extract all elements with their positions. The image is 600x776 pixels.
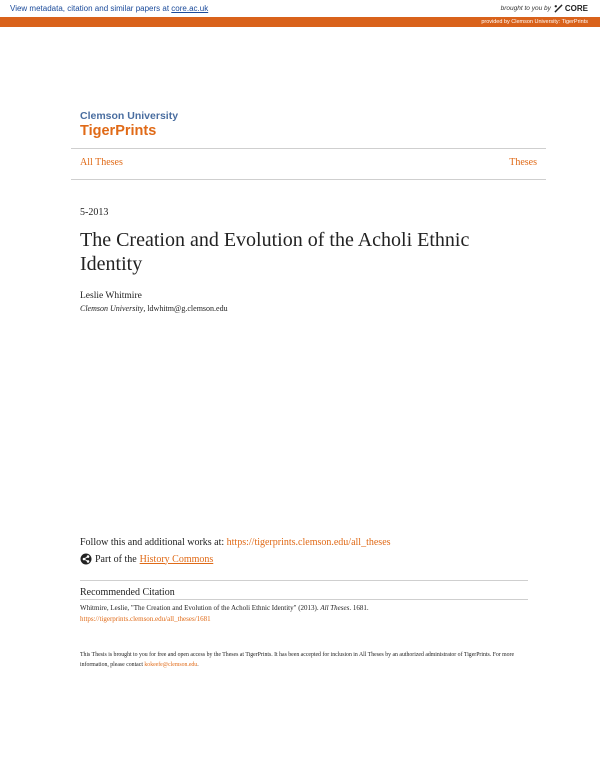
contact-email-link[interactable]: kokeefe@clemson.edu xyxy=(144,662,198,668)
document-title: The Creation and Evolution of the Acholi Ethnic Identity xyxy=(80,229,470,275)
provided-by-bar xyxy=(0,17,600,27)
affiliation-name: Clemson University xyxy=(80,304,144,313)
recommended-citation-heading: Recommended Citation xyxy=(80,587,175,598)
brought-by-label: brought to you by xyxy=(500,5,551,12)
citation-url-link[interactable]: https://tigerprints.clemson.edu/all_theses/1681 xyxy=(80,615,211,623)
university-name: Clemson University xyxy=(80,110,179,122)
core-top-bar xyxy=(0,0,600,17)
core-metadata-text xyxy=(0,4,208,13)
core-logo[interactable] xyxy=(554,4,588,13)
citation-series: All Theses xyxy=(320,604,350,612)
core-metadata-label: View metadata, citation and similar papers at xyxy=(10,4,172,13)
author-name: Leslie Whitmire xyxy=(80,291,142,301)
publication-date: 5-2013 xyxy=(80,207,109,218)
follow-label: Follow this and additional works at: xyxy=(80,537,227,548)
citation-divider-top xyxy=(80,580,528,581)
author-affiliation xyxy=(80,304,228,313)
citation-main: Whitmire, Leslie, "The Creation and Evolution of the Acholi Ethnic Identity" (2013). xyxy=(80,604,321,612)
citation-number: . 1681. xyxy=(349,604,369,612)
citation-text xyxy=(80,604,369,612)
access-statement xyxy=(80,650,528,670)
follow-url-link[interactable]: https://tigerprints.clemson.edu/all_theses xyxy=(226,537,391,548)
nav-divider-top xyxy=(71,148,546,149)
core-brought-by xyxy=(501,4,600,13)
follow-line xyxy=(80,537,391,548)
share-icon xyxy=(80,553,92,565)
author-email: , ldwhitm@g.clemson.edu xyxy=(143,304,228,313)
core-logo-text: CORE xyxy=(564,4,588,13)
theses-link[interactable]: Theses xyxy=(509,157,537,168)
all-theses-link[interactable]: All Theses xyxy=(80,157,123,168)
access-statement-text: This Thesis is brought to you for free and open access by the Theses at TigerPrints. It has been accepted for inclusion in All Theses by an authorized administrator of TigerPrints. For more information, please contact xyxy=(80,652,515,668)
part-of-line xyxy=(80,553,213,565)
nav-divider-bottom xyxy=(71,179,546,180)
tigerprints-logo[interactable]: TigerPrints xyxy=(80,123,157,139)
core-logo-icon xyxy=(554,4,563,13)
core-link[interactable]: core.ac.uk xyxy=(171,4,209,13)
provided-by-text: provided by Clemson University: TigerPrints xyxy=(481,19,588,25)
citation-divider-bottom xyxy=(80,599,528,600)
history-commons-link[interactable]: History Commons xyxy=(139,553,214,565)
access-statement-end: . xyxy=(197,662,199,668)
part-of-label: Part of the xyxy=(95,553,137,565)
